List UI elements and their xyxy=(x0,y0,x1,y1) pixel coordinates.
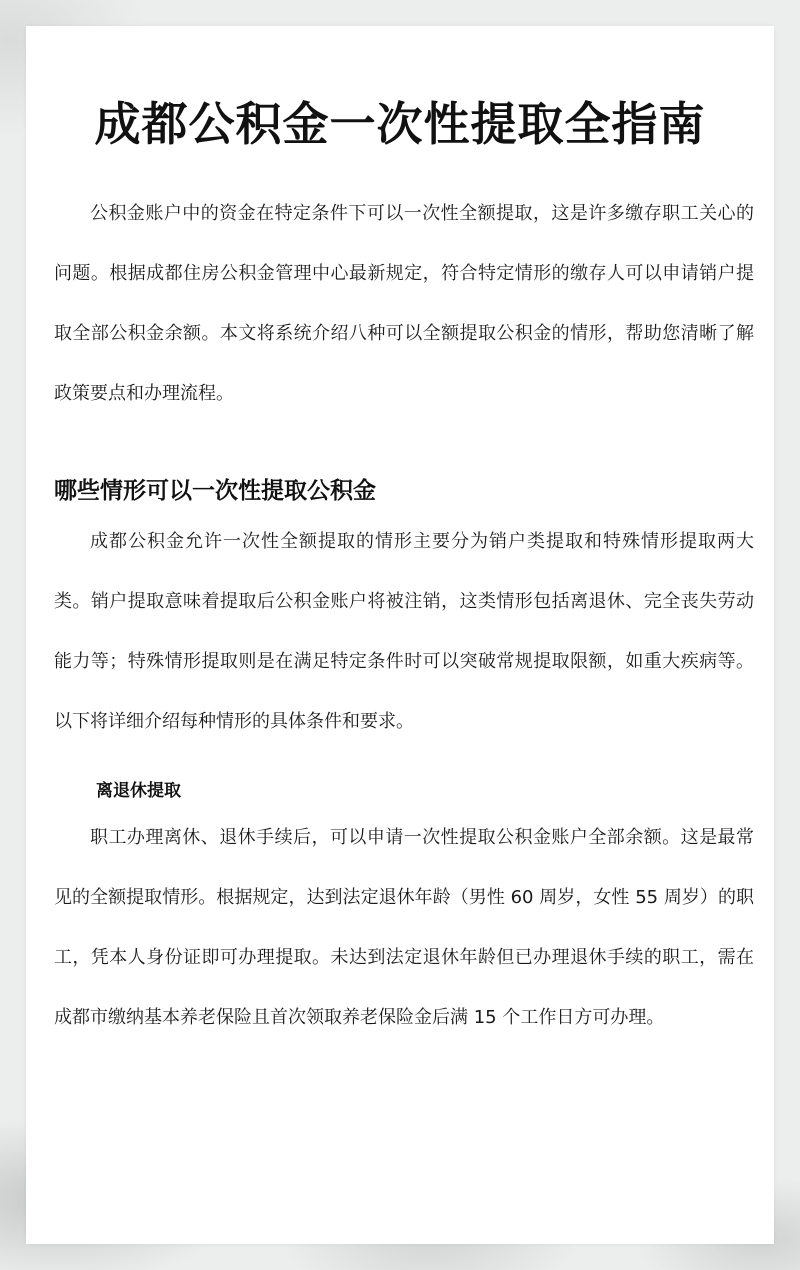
intro-paragraph: 公积金账户中的资金在特定条件下可以一次性全额提取，这是许多缴存职工关心的问题。根据成都住房公积金管理中心最新规定，符合特定情形的缴存人可以申请销户提取全部公积金余额。本文将系统介绍八种可以全额提取公积金的情形，帮助您清晰了解政策要点和办理流程。 xyxy=(54,203,754,404)
article-card xyxy=(26,26,774,1244)
subsection-heading: 离退休提取 xyxy=(96,781,181,801)
section-paragraph: 成都公积金允许一次性全额提取的情形主要分为销户类提取和特殊情形提取两大类。销户提取意味着提取后公积金账户将被注销，这类情形包括离退休、完全丧失劳动能力等；特殊情形提取则是在满足特定条件时可以突破常规提取限额，如重大疾病等。以下将详细介绍每种情形的具体条件和要求。 xyxy=(54,531,754,732)
section-heading: 哪些情形可以一次性提取公积金 xyxy=(54,478,376,504)
subsection-paragraph: 职工办理离休、退休手续后，可以申请一次性提取公积金账户全部余额。这是最常见的全额提取情形。根据规定，达到法定退休年龄（男性 60 周岁，女性 55 周岁）的职工，凭本人身份证即可办理提取。未达到法定退休年龄但已办理退休手续的职工，需在成都市缴纳基本养老保险且首次领取养老保险金后满 15 个工作日方可办理。 xyxy=(54,827,754,1028)
article-title: 成都公积金一次性提取全指南 xyxy=(94,97,706,151)
